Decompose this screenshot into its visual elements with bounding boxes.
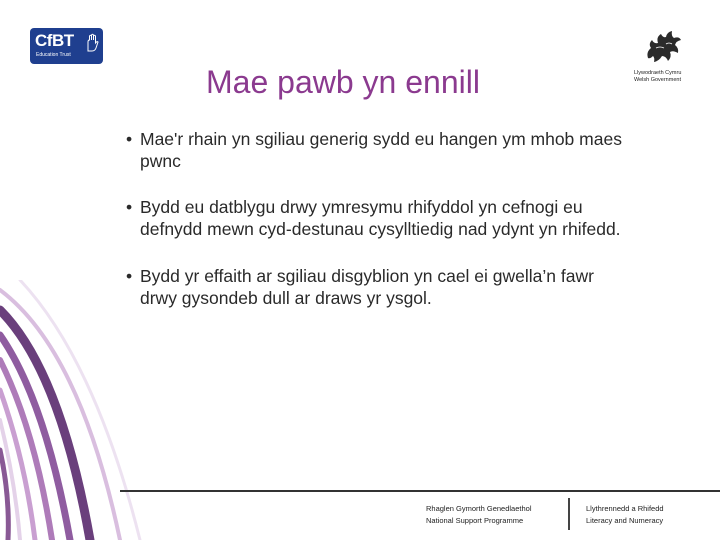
bullet-text: Mae'r rhain yn sgiliau generig sydd eu hangen ym mhob maes pwnc xyxy=(140,129,622,171)
footer-topic-welsh: Llythrennedd a Rhifedd xyxy=(586,504,664,513)
welsh-government-logo xyxy=(634,28,692,88)
bullet-text: Bydd eu datblygu drwy ymresymu rhifyddol yn cefnogi eu defnydd mewn cyd-destunau cysylltiedig nad ydynt yn rhifedd. xyxy=(140,197,621,239)
bullet-item xyxy=(126,196,626,240)
bullet-icon: • xyxy=(126,197,133,217)
wg-line-welsh: Llywodraeth Cymru xyxy=(634,70,682,76)
cfbt-subtitle: Education Trust xyxy=(36,52,71,58)
welsh-government-wordmark xyxy=(634,70,692,84)
cfbt-brand: CfBT xyxy=(35,31,74,50)
footer-programme xyxy=(426,503,531,527)
decorative-swirls xyxy=(0,280,150,540)
footer-topic-english: Literacy and Numeracy xyxy=(586,516,664,525)
bullet-list xyxy=(126,128,626,309)
footer-divider-line xyxy=(120,490,720,492)
bullet-icon: • xyxy=(126,266,133,286)
footer-programme-english: National Support Programme xyxy=(426,516,524,525)
footer-topic xyxy=(586,503,664,527)
cfbt-logo xyxy=(30,28,103,64)
bullet-icon: • xyxy=(126,129,133,149)
bullet-text: Bydd yr effaith ar sgiliau disgyblion yn cael ei gwella’n fawr drwy gysondeb dull ar draws yr ysgol. xyxy=(140,266,594,308)
bullet-item xyxy=(126,265,626,309)
footer-vertical-divider xyxy=(568,498,570,530)
footer-programme-welsh: Rhaglen Gymorth Genedlaethol xyxy=(426,504,532,513)
bullet-item xyxy=(126,128,626,172)
hand-icon xyxy=(85,33,99,53)
dragon-icon xyxy=(642,28,684,66)
wg-line-english: Welsh Government xyxy=(634,77,681,83)
slide-title: Mae pawb yn ennill xyxy=(206,64,480,100)
